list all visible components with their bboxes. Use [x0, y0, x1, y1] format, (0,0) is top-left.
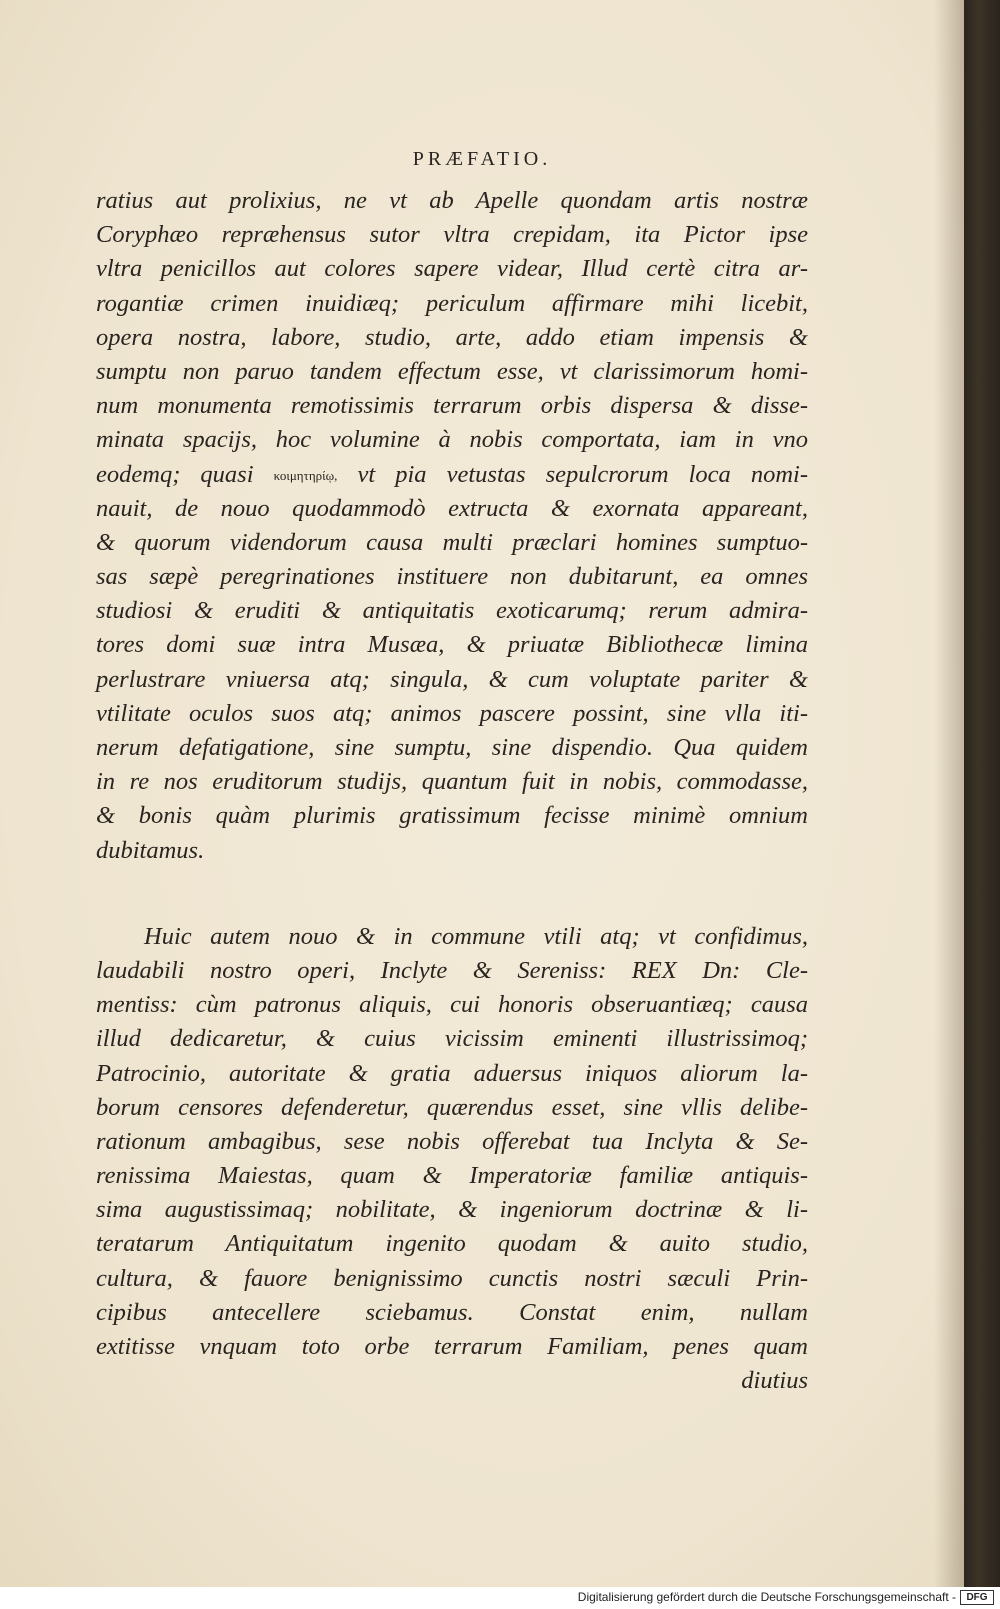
text-line: sumptu non paruo tandem effectum esse, vt clarissimorum homi-: [96, 357, 808, 385]
text-line: in re nos eruditorum studijs, quantum fuit in nobis, commodasse,: [96, 768, 808, 796]
text-line: & quorum videndorum causa multi præclari homines sumptuo-: [96, 528, 808, 556]
text-line: nauit, de nouo quodammodò extructa & exornata appareant,: [96, 494, 808, 522]
paragraph-gap: [96, 868, 808, 920]
dfg-logo: DFG: [960, 1590, 994, 1605]
text-line: minata spacijs, hoc volumine à nobis comportata, iam in vno: [96, 426, 808, 454]
text-line: Patrocinio, autoritate & gratia aduersus iniquos aliorum la-: [96, 1059, 808, 1087]
text-line: num monumenta remotissimis terrarum orbis dispersa & disse-: [96, 392, 808, 420]
text-line: renissima Maiestas, quam & Imperatoriæ familiæ antiquis-: [96, 1162, 808, 1190]
text-segment: eodemq; quasi: [96, 460, 254, 488]
text-line: [96, 458, 808, 492]
text-line: opera nostra, labore, studio, arte, addo etiam impensis &: [96, 323, 808, 351]
running-head: PRÆFATIO.: [412, 148, 552, 170]
text-line: tores domi suæ intra Musæa, & priuatæ Bibliothecæ limina: [96, 631, 808, 659]
text-line: vltra penicillos aut colores sapere videar, Illud certè citra ar-: [96, 255, 808, 283]
text-line: vtilitate oculos suos atq; animos pascere possint, sine vlla iti-: [96, 699, 808, 727]
text-line: teratarum Antiquitatum ingenito quodam & auito studio,: [96, 1230, 808, 1258]
text-line: & bonis quàm plurimis gratissimum fecisse minimè omnium: [96, 802, 808, 830]
funding-note: Digitalisierung gefördert durch die Deutsche Forschungsgemeinschaft -: [577, 1590, 956, 1604]
page-edge-shadow: [934, 0, 964, 1587]
paragraph-1: [96, 184, 808, 868]
text-line: nerum defatigatione, sine sumptu, sine dispendio. Qua quidem: [96, 734, 808, 761]
text-line: mentiss: cùm patronus aliquis, cui honoris obseruantiæq; causa: [96, 991, 808, 1019]
text-line: laudabili nostro operi, Inclyte & Sereniss: REX Dn: Cle-: [96, 956, 808, 984]
text-line: illud dedicaretur, & cuius vicissim eminenti illustrissimoq;: [96, 1025, 808, 1053]
text-line: cipibus antecellere sciebamus. Constat enim, nullam: [96, 1298, 808, 1326]
book-cover-edge: [964, 0, 1000, 1587]
text-line: perlustrare vniuersa atq; singula, & cum voluptate pariter &: [96, 665, 808, 693]
text-line: ratius aut prolixius, ne vt ab Apelle quondam artis nostræ: [96, 187, 808, 214]
text-line: studiosi & eruditi & antiquitatis exoticarumq; rerum admira-: [96, 597, 808, 625]
text-segment: vt pia vetustas sepulcrorum loca nomi-: [357, 460, 809, 488]
text-line: extitisse vnquam toto orbe terrarum Familiam, penes quam: [96, 1333, 808, 1360]
text-line: sas sæpè peregrinationes instituere non dubitarunt, ea omnes: [96, 563, 808, 591]
catchword: diutius: [741, 1367, 808, 1395]
text-line: rationum ambagibus, sese nobis offerebat tua Inclyta & Se-: [96, 1127, 808, 1155]
body-text: [96, 184, 808, 1398]
text-line: cultura, & fauore benignissimo cunctis nostri sæculi Prin-: [96, 1264, 808, 1292]
text-line: sima augustissimaq; nobilitate, & ingeniorum doctrinæ & li-: [96, 1196, 808, 1224]
digitization-footer: [0, 1587, 1000, 1609]
text-line: borum censores defenderetur, quærendus esset, sine vllis delibe-: [96, 1093, 808, 1121]
text-line: Coryphæo repræhensus sutor vltra crepidam, ita Pictor ipse: [96, 221, 808, 249]
text-line: dubitamus.: [96, 836, 205, 864]
text-line: rogantiæ crimen inuidiæq; periculum affirmare mihi licebit,: [96, 289, 808, 317]
paragraph-2: [96, 920, 808, 1399]
text-line: Huic autem nouo & in commune vtili atq; vt confidimus,: [144, 922, 808, 950]
greek-word: κοιμητηρίῳ,: [273, 467, 338, 483]
